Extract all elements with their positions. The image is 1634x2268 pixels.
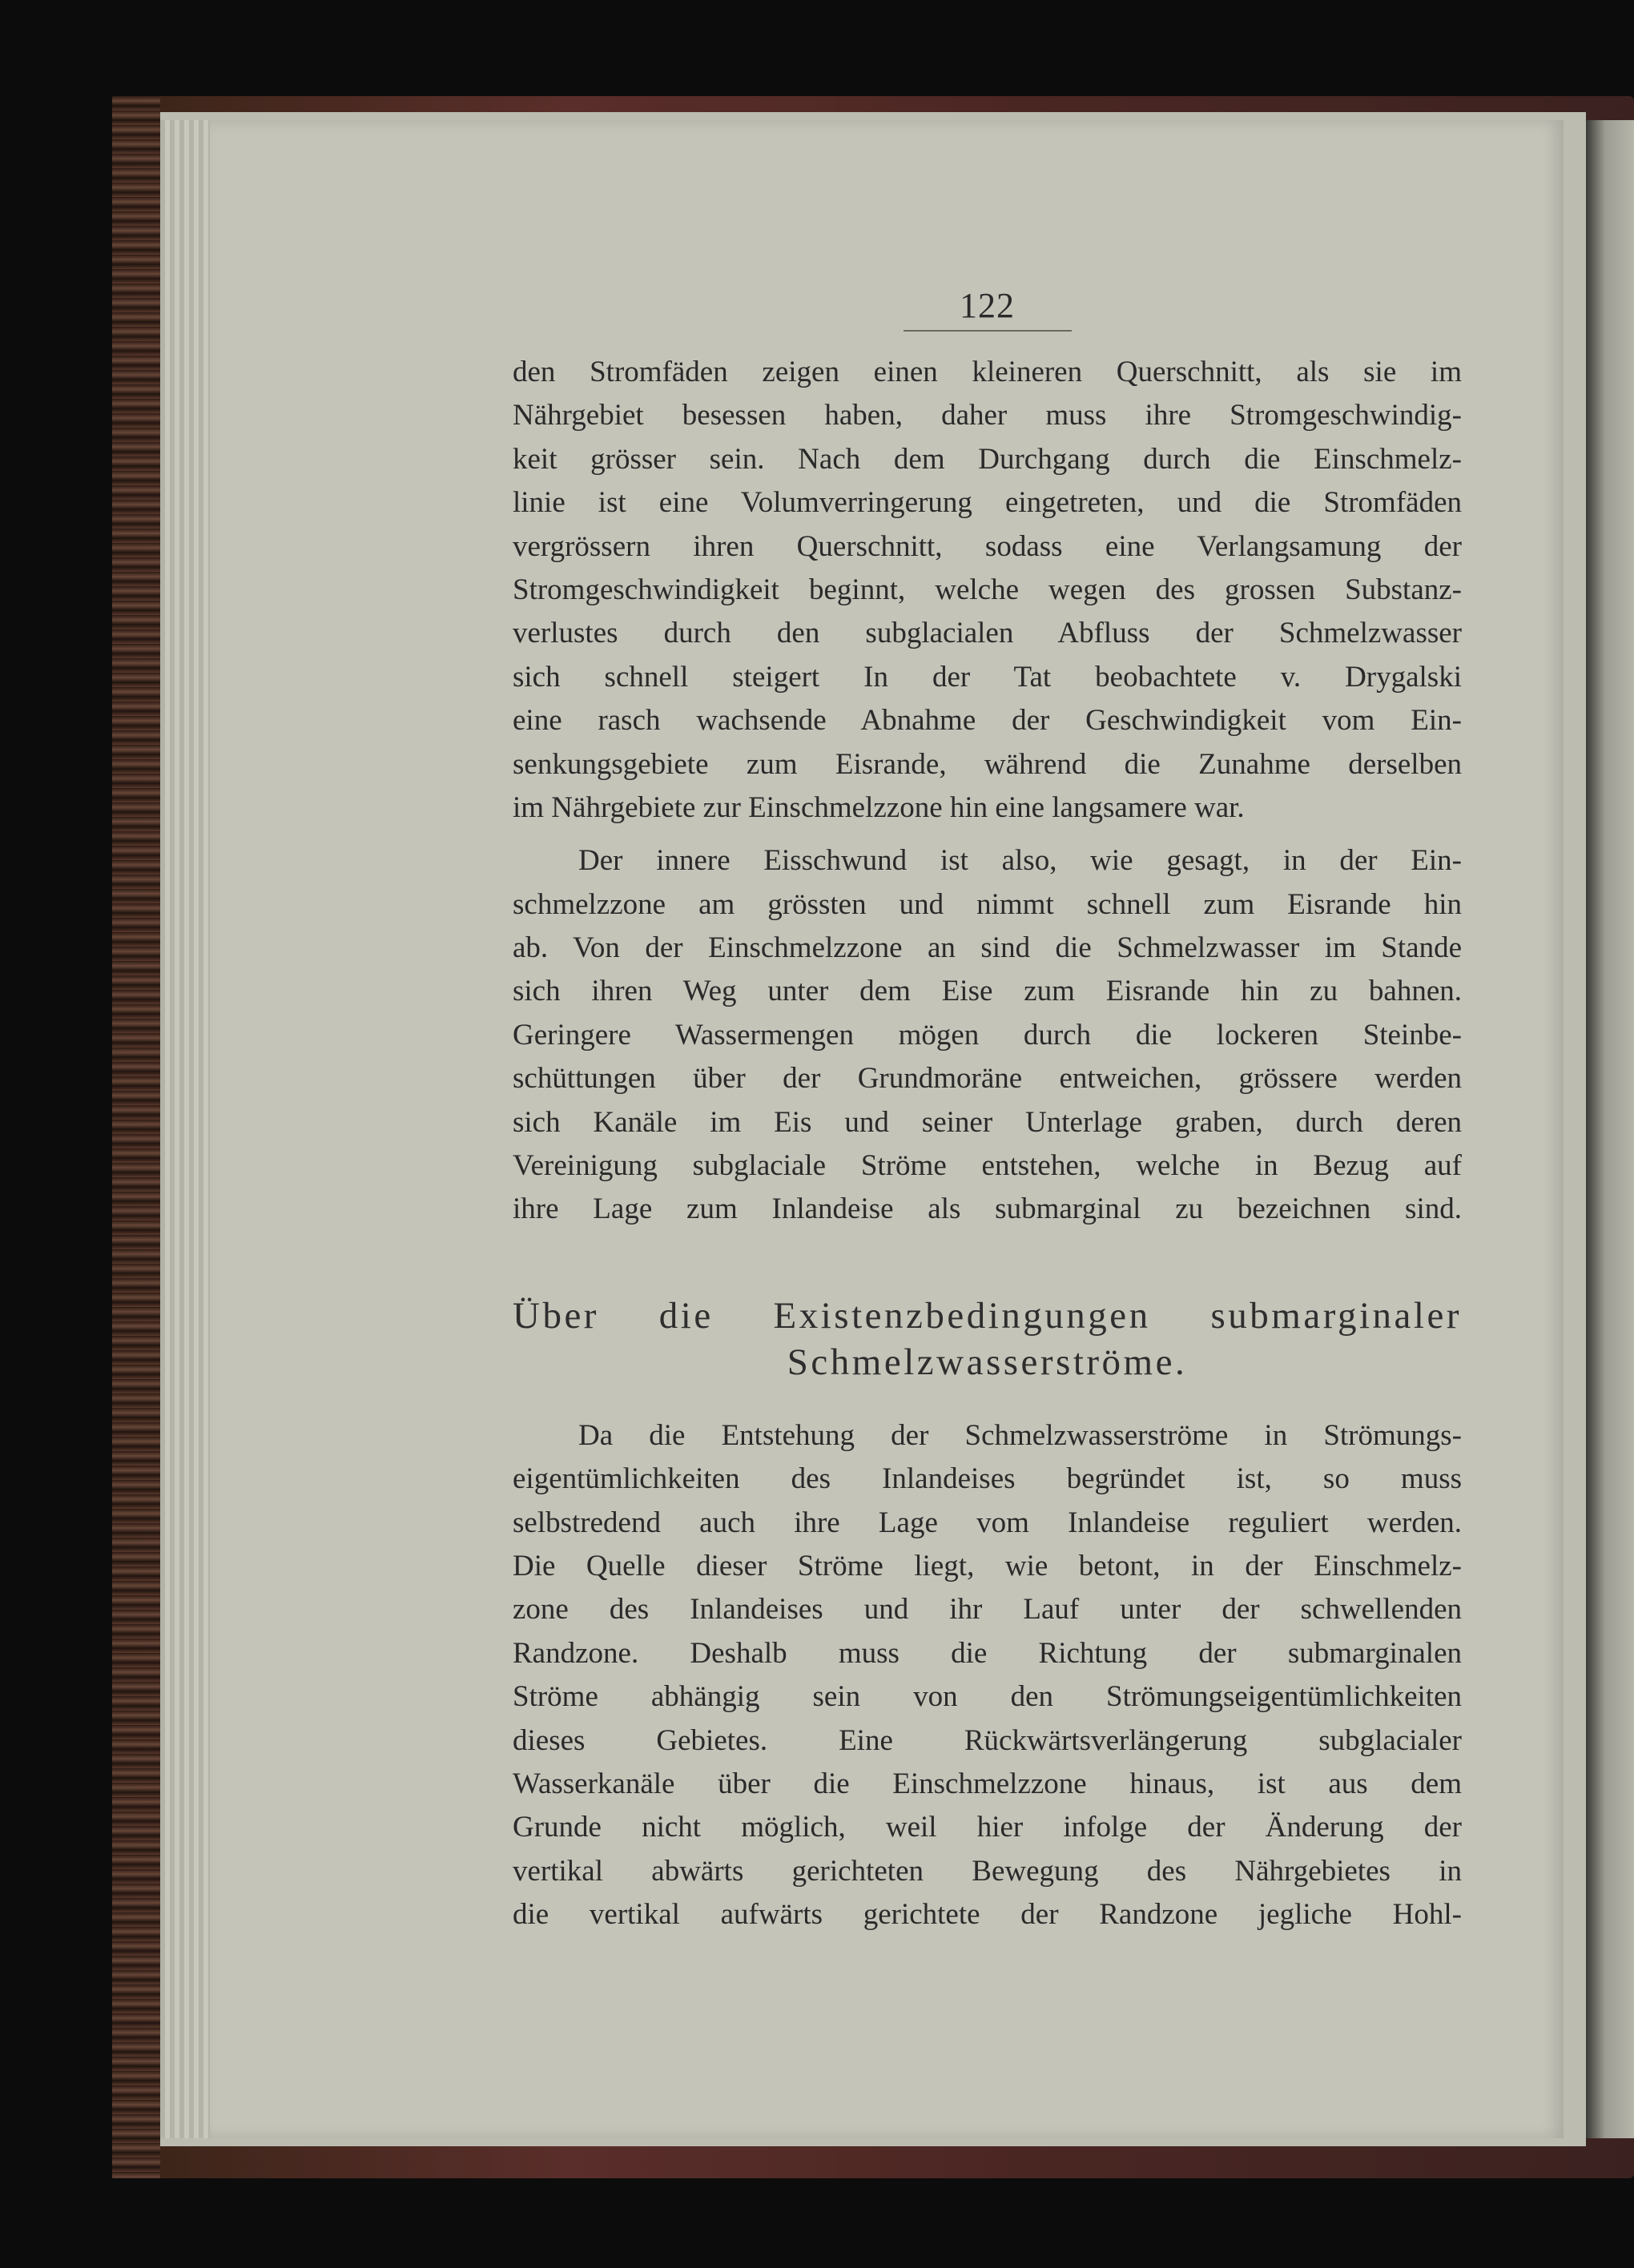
paragraph-2 [513,839,1462,1232]
text-line: vergrössern ihren Querschnitt, sodass eine Verlangsamung der [513,529,1462,563]
text-line: Grunde nicht möglich, weil hier infolge der Änderung der [513,1811,1462,1844]
text-line: eine rasch wachsende Abnahme der Geschwindigkeit vom Ein- [513,704,1462,738]
section-heading [513,1293,1462,1385]
text-line: sich schnell steigert In der Tat beobachtete v. Drygalski [513,660,1462,694]
text-line: keit grösser sein. Nach dem Durchgang durch die Einschmelz- [513,442,1462,476]
text-line: senkungsgebiete zum Eisrande, während die Zunahme derselben [513,747,1462,781]
text-line: Wasserkanäle über die Einschmelzzone hinaus, ist aus dem [513,1767,1462,1800]
text-line: den Stromfäden zeigen einen kleineren Querschnitt, als sie im [513,356,1462,388]
text-line: Die Quelle dieser Ströme liegt, wie betont, in der Einschmelz- [513,1549,1462,1582]
facing-page-edge [1586,120,1634,2138]
text-line: verlustes durch den subglacialen Abfluss der Schmelzwasser [513,617,1462,650]
text-line: sich ihren Weg unter dem Eise zum Eisrande hin zu bahnen. [513,975,1462,1008]
text-line: Stromgeschwindigkeit beginnt, welche wegen des grossen Substanz- [513,573,1462,606]
text-line: dieses Gebietes. Eine Rückwärtsverlängerung subglacialer [513,1723,1462,1757]
text-line: die vertikal aufwärts gerichtete der Randzone jegliche Hohl- [513,1898,1462,1932]
text-line: schüttungen über der Grundmoräne entweichen, grössere werden [513,1062,1462,1096]
text-line: Vereinigung subglaciale Ströme entstehen, welche in Bezug auf [513,1149,1462,1183]
text-line: eigentümlichkeiten des Inlandeises begründet ist, so muss [513,1462,1462,1496]
page-number-rule [904,330,1072,332]
text-line: Geringere Wassermengen mögen durch die lockeren Steinbe- [513,1018,1462,1052]
text-line: schmelzzone am grössten und nimmt schnell zum Eisrande hin [513,887,1462,921]
text-line: Da die Entstehung der Schmelzwasserströme in Strömungs- [578,1418,1462,1452]
page-number: 122 [960,286,1015,325]
heading-line-2: Schmelzwasserströme. [787,1341,1188,1383]
text-line: Der innere Eisschwund ist also, wie gesagt, in der Ein- [578,844,1462,878]
text-line: Ströme abhängig sein von den Strömungseigentümlichkeiten [513,1680,1462,1714]
page-edges [160,120,216,2138]
text-line: selbstredend auch ihre Lage vom Inlandeise reguliert werden. [513,1506,1462,1539]
text-line: Randzone. Deshalb muss die Richtung der submarginalen [513,1636,1462,1670]
paragraph-1 [513,351,1462,830]
paragraph-3 [513,1414,1462,1937]
text-line: linie ist eine Volumverringerung eingetreten, und die Stromfäden [513,486,1462,520]
text-line: im Nährgebiete zur Einschmelzzone hin eine langsamere war. [513,790,1245,824]
text-line: ihre Lage zum Inlandeise als submarginal zu bezeichnen sind. [513,1192,1462,1226]
text-line: ab. Von der Einschmelzzone an sind die Schmelzwasser im Stande [513,931,1462,965]
text-line: vertikal abwärts gerichteten Bewegung des Nährgebietes in [513,1854,1462,1888]
heading-line-1: Über die Existenzbedingungen submarginaler [513,1294,1462,1337]
text-line: Nährgebiet besessen haben, daher muss ihre Stromgeschwindig- [513,399,1462,432]
text-line: zone des Inlandeises und ihr Lauf unter der schwellenden [513,1593,1462,1627]
cover-edge [112,96,160,2178]
page-content [513,288,1462,1937]
text-line: sich Kanäle im Eis und seiner Unterlage graben, durch deren [513,1105,1462,1139]
